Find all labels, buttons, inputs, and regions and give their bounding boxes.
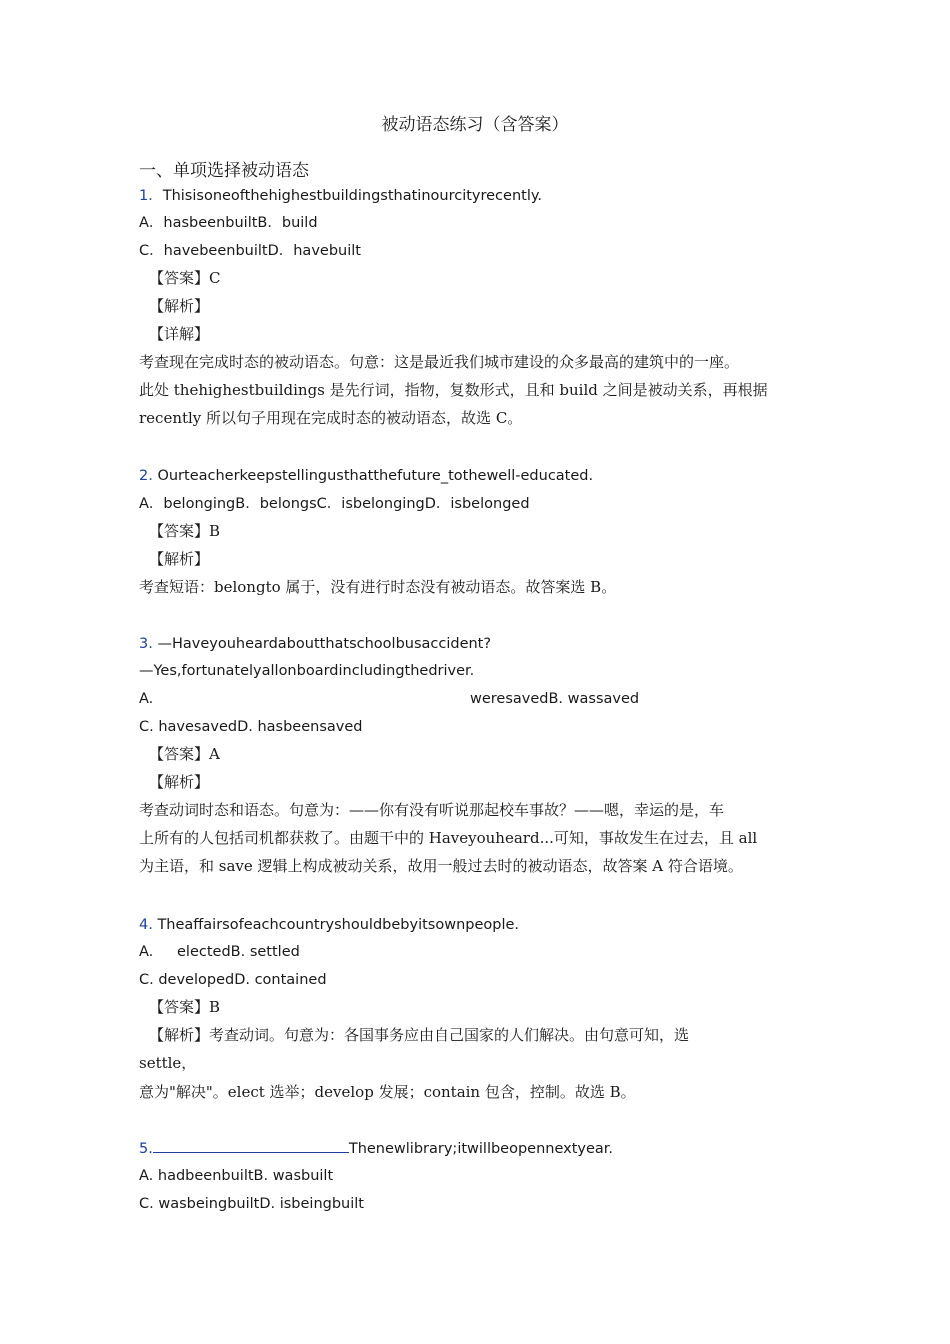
question-1-detail-label: 【详解】 <box>149 325 210 343</box>
question-3-analysis-label: 【解析】 <box>149 773 210 791</box>
question-5-options-cd: C. wasbeingbuiltD. isbeingbuilt <box>139 1196 364 1212</box>
question-1-answer: 【答案】C <box>149 269 221 287</box>
question-1-analysis-label: 【解析】 <box>149 297 210 315</box>
question-3-option-a: A. <box>139 691 154 707</box>
question-4-options-ab: electedB. settled <box>177 944 300 960</box>
page-title: 被动语态练习（含答案） <box>381 115 569 135</box>
question-4-option-a: A. <box>139 944 154 960</box>
question-number: 2. <box>139 468 153 484</box>
question-4 <box>139 915 519 935</box>
question-2-answer: 【答案】B <box>149 522 221 540</box>
question-stem: Theaffairsofeachcountryshouldbebyitsownpeople. <box>157 917 520 933</box>
question-number: 1． <box>139 188 163 204</box>
question-3-response: —Yes,fortunatelyallonboardincludingthedriver. <box>139 663 475 679</box>
question-4-answer: 【答案】B <box>149 998 221 1016</box>
question-3-explanation-line-2: 上所有的人包括司机都获救了。由题干中的 Haveyouheard...可知，事故发生在过去，且 all <box>139 829 758 847</box>
question-1-explanation-line-1: 考查现在完成时态的被动语态。句意：这是最近我们城市建设的众多最高的建筑中的一座。 <box>139 353 740 371</box>
question-number: 5. <box>139 1141 153 1157</box>
answer-blank <box>153 1138 349 1153</box>
question-3-options-cd: C. havesavedD. hasbeensaved <box>139 719 363 735</box>
question-number: 3. <box>139 636 153 652</box>
question-number: 4. <box>139 917 153 933</box>
question-4-explanation-line-1: 【解析】考查动词。句意为：各国事务应由自己国家的人们解决。由句意可知，选 <box>149 1026 690 1044</box>
question-2-analysis-label: 【解析】 <box>149 550 210 568</box>
question-2-explanation: 考查短语：belongto 属于，没有进行时态没有被动语态。故答案选 B。 <box>139 578 617 596</box>
question-2-options: A．belongingB．belongsC．isbelongingD．isbelonged <box>139 496 530 512</box>
question-3-explanation-line-3: 为主语，和 save 逻辑上构成被动关系，故用一般过去时的被动语态，故答案 A 符合语境。 <box>139 857 743 875</box>
question-stem: Thenewlibrary;itwillbeopennextyear. <box>348 1141 614 1157</box>
question-stem: Thisisoneofthehighestbuildingsthatinourcityrecently. <box>162 188 542 204</box>
question-3-answer: 【答案】A <box>149 745 220 763</box>
section-heading: 一、单项选择被动语态 <box>139 161 309 181</box>
question-2 <box>139 466 593 486</box>
question-3-explanation-line-1: 考查动词时态和语态。句意为：——你有没有听说那起校车事故？——嗯，幸运的是，车 <box>139 801 725 819</box>
question-4-explanation-line-3: 意为"解决"。elect 选举；develop 发展；contain 包含，控制。故选 B。 <box>139 1083 636 1101</box>
question-1-options-cd: C．havebeenbuiltD．havebuilt <box>139 243 361 259</box>
question-5 <box>139 1138 613 1159</box>
question-1-explanation-line-3: recently 所以句子用现在完成时态的被动语态，故选 C。 <box>139 409 523 427</box>
question-5-options-ab: A. hadbeenbuiltB. wasbuilt <box>139 1168 334 1184</box>
question-4-explanation-line-2: settle， <box>139 1054 197 1072</box>
question-3-options-ab: weresavedB. wassaved <box>470 691 640 707</box>
question-1-options-ab: A．hasbeenbuiltB．build <box>139 215 318 231</box>
question-3 <box>139 634 491 654</box>
question-stem: Ourteacherkeepstellingusthatthefuture_tothewell-educated. <box>157 468 594 484</box>
question-1-explanation-line-2: 此处 thehighestbuildings 是先行词，指物，复数形式，且和 build 之间是被动关系，再根据 <box>139 381 768 399</box>
question-stem: —Haveyouheardaboutthatschoolbusaccident? <box>157 636 492 652</box>
question-1 <box>139 186 542 206</box>
question-4-options-cd: C. developedD. contained <box>139 972 327 988</box>
